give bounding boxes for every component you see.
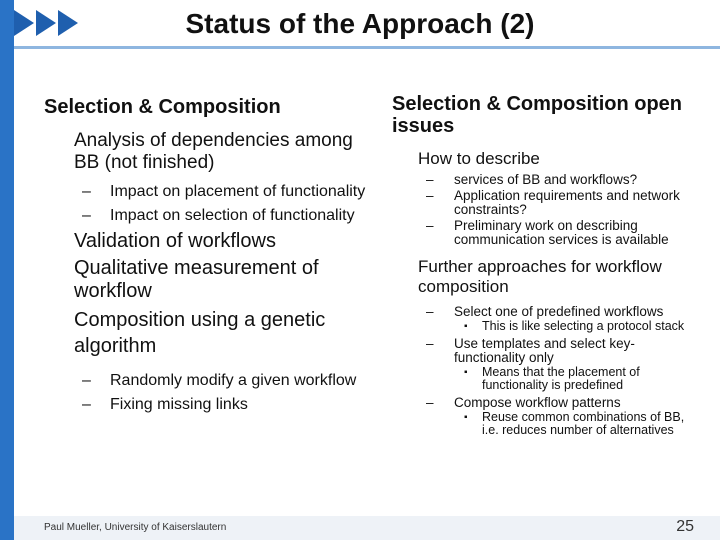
sub-list-item xyxy=(392,305,697,319)
list-item-text: Analysis of dependencies among BB (not finished) xyxy=(74,130,353,173)
sub-list-item-text: Use templates and select key-functionality only xyxy=(454,336,635,365)
sub-list-item xyxy=(392,189,697,217)
list-item xyxy=(44,257,374,303)
sub-sub-list-item-text: Reuse common combinations of BB, i.e. reduces number of alternatives xyxy=(482,410,685,437)
sub-sub-list-item xyxy=(392,320,697,333)
left-column xyxy=(44,96,374,415)
list-item xyxy=(44,307,374,359)
right-column xyxy=(392,93,697,437)
dash-bullet-icon: – xyxy=(426,218,434,233)
sub-list-item-text: Application requirements and network constraints? xyxy=(454,188,680,217)
sub-list-item-text: Fixing missing links xyxy=(110,396,248,413)
sub-list-item xyxy=(44,206,374,226)
dash-bullet-icon: – xyxy=(82,396,91,413)
list-item xyxy=(44,230,374,253)
sub-sub-list-item-text: Means that the placement of functionality is predefined xyxy=(482,365,640,392)
sub-list-item xyxy=(392,337,697,365)
left-accent-bar xyxy=(0,0,14,540)
sub-list-item-text: Impact on selection of functionality xyxy=(110,207,355,224)
dash-bullet-icon: – xyxy=(426,336,434,351)
dash-bullet-icon: – xyxy=(426,172,434,187)
dash-bullet-icon: – xyxy=(426,395,434,410)
dash-bullet-icon: – xyxy=(426,188,434,203)
sub-list-item-text: services of BB and workflows? xyxy=(454,172,638,187)
sub-list-item-text: Impact on placement of functionality xyxy=(110,183,366,200)
left-heading: Selection & Composition xyxy=(44,96,281,118)
dash-bullet-icon: – xyxy=(82,183,91,200)
sub-list-item-text: Select one of predefined workflows xyxy=(454,304,664,319)
list-item xyxy=(44,130,374,174)
square-bullet-icon: ▪ xyxy=(464,412,468,423)
sub-list-item xyxy=(392,173,697,187)
list-item xyxy=(392,257,697,297)
list-item-text: Qualitative measurement of workflow xyxy=(74,257,319,302)
sub-list-item xyxy=(392,396,697,410)
sub-list-item xyxy=(392,219,697,247)
list-item-text: How to describe xyxy=(418,149,540,168)
sub-sub-list-item-text: This is like selecting a protocol stack xyxy=(482,319,685,333)
sub-sub-list-item xyxy=(392,411,697,437)
dash-bullet-icon: – xyxy=(82,372,91,389)
sub-list-item xyxy=(44,395,374,415)
dash-bullet-icon: – xyxy=(426,304,434,319)
sub-list-item-text: Compose workflow patterns xyxy=(454,395,621,410)
slide-title: Status of the Approach (2) xyxy=(185,8,535,39)
footer-text: Paul Mueller, University of Kaiserslautern xyxy=(44,522,227,533)
sub-list-item xyxy=(44,182,374,202)
list-item-text: Composition using a genetic algorithm xyxy=(74,309,326,357)
list-item-text: Validation of workflows xyxy=(74,230,276,252)
sub-list-item-text: Randomly modify a given workflow xyxy=(110,372,357,389)
page-number: 25 xyxy=(676,518,694,535)
square-bullet-icon: ▪ xyxy=(464,321,468,332)
list-item xyxy=(392,149,697,169)
sub-list-item-text: Preliminary work on describing communication services is available xyxy=(454,218,669,247)
sub-sub-list-item xyxy=(392,366,697,392)
list-item-text: Further approaches for workflow composition xyxy=(418,257,662,296)
square-bullet-icon: ▪ xyxy=(464,367,468,378)
dash-bullet-icon: – xyxy=(82,207,91,224)
header-rule xyxy=(14,46,720,49)
right-heading: Selection & Composition open issues xyxy=(392,93,683,137)
sub-list-item xyxy=(44,371,374,391)
